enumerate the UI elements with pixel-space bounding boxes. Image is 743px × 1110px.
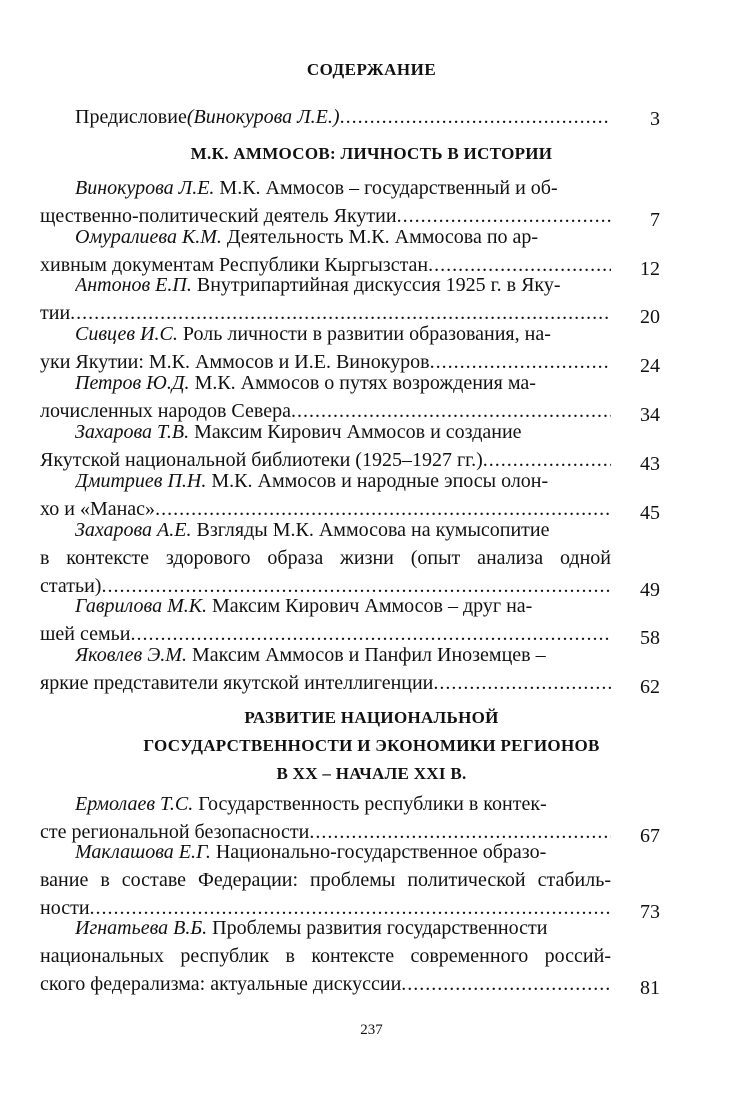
entry-title-line: сте региональной безопасности [40, 821, 310, 843]
entry-title-line1: Внутрипартийная дискуссия 1925 г. в Яку- [191, 274, 561, 296]
entry-title-line1: М.К. Аммосов о путях возрождения ма- [189, 372, 536, 394]
entry-title-line1: М.К. Аммосов – государственный и об- [214, 177, 558, 199]
toc-entry [40, 592, 611, 645]
entry-title-line1: Роль личности в развитии образования, на- [177, 323, 551, 345]
entry-title-line: ности [40, 897, 90, 919]
section-heading-2-line3: В XX – НАЧАЛЕ XXI В. [276, 764, 467, 783]
entry-title-line1: Максим Кирович Аммосов и создание [189, 421, 522, 443]
entry-page: 45 [640, 502, 660, 524]
entry-author: Дмитриев П.Н. [75, 470, 207, 492]
entry-page: 43 [640, 453, 660, 475]
entry-title-line2: вание в составе Федерации: проблемы политической стабиль- [40, 869, 611, 891]
entry-title-line: лочисленных народов Севера [40, 400, 291, 422]
leader-dots [401, 970, 611, 998]
section-heading-2-line1: РАЗВИТИЕ НАЦИОНАЛЬНОЙ [244, 708, 499, 727]
entry-author: Захарова Т.В. [75, 421, 190, 443]
toc-entry [40, 174, 611, 227]
entry-author: Гаврилова М.К. [75, 595, 208, 617]
entry-page: 24 [640, 355, 660, 377]
entry-author: Игнатьева В.Б. [75, 917, 208, 939]
entry-title-line1: Проблемы развития государственности [207, 917, 548, 939]
toc-entry [40, 790, 611, 843]
entry-page: 20 [640, 306, 660, 328]
entry-author: Петров Ю.Д. [75, 372, 190, 394]
preface-author: (Винокурова Л.Е.) [186, 106, 340, 128]
entry-page: 7 [650, 209, 660, 231]
entry-page: 34 [640, 404, 660, 426]
entry-title-line1: Деятельность М.К. Аммосова по ар- [221, 226, 539, 248]
preface-page: 3 [650, 108, 660, 130]
entry-title-line: Якутской национальной библиотеки (1925–1927 гг.) [40, 449, 483, 471]
entry-page: 58 [640, 627, 660, 649]
entry-title-line: уки Якутии: М.К. Аммосов и И.Е. Винокуров [40, 351, 430, 373]
entry-title-line1: Максим Аммосов и Панфил Иноземцев – [186, 644, 546, 666]
entry-title-line2: в контексте здорового образа жизни (опыт анализа одной [40, 547, 611, 569]
preface-label: Предисловие [75, 106, 187, 128]
toc-entry [40, 320, 611, 373]
entry-author: Омуралиева К.М. [75, 226, 222, 248]
toc-title: СОДЕРЖАНИЕ [306, 60, 437, 79]
entry-author: Маклашова Е.Г. [75, 841, 211, 863]
toc-entry [40, 516, 611, 597]
entry-title-line: тии [40, 302, 71, 324]
entry-title-line: шей семьи [40, 623, 131, 645]
section-heading-1: М.К. АММОСОВ: ЛИЧНОСТЬ В ИСТОРИИ [190, 144, 553, 163]
page-number: 237 [360, 1022, 383, 1038]
section-heading-2 [40, 704, 703, 788]
toc-entry [40, 914, 611, 995]
toc-entry [40, 271, 611, 324]
entry-title-line1: Взгляды М.К. Аммосова на кумысопитие [191, 519, 550, 541]
toc-entry [40, 641, 611, 694]
entry-author: Сивцев И.С. [75, 323, 178, 345]
entry-author: Антонов Е.П. [75, 274, 192, 296]
entry-title-line1: М.К. Аммосов и народные эпосы олон- [206, 470, 549, 492]
entry-author: Захарова А.Е. [75, 519, 192, 541]
entry-title-line: щественно-политический деятель Якутии [40, 205, 397, 227]
entry-page: 12 [640, 258, 660, 280]
entry-author: Винокурова Л.Е. [75, 177, 215, 199]
entry-author: Яковлев Э.М. [75, 644, 187, 666]
toc-entry [40, 418, 611, 471]
entry-title-line: ского федерализма: актуальные дискуссии [40, 973, 402, 995]
entry-page: 67 [640, 825, 660, 847]
entry-title-line: статьи) [40, 575, 102, 597]
entry-page: 81 [640, 977, 660, 999]
entry-page: 73 [640, 901, 660, 923]
entry-title-line: хивным документам Республики Кыргызстан [40, 254, 429, 276]
leader-dots [340, 103, 611, 131]
entry-title-line1: Национально-государственное образо- [210, 841, 547, 863]
entry-author: Ермолаев Т.С. [75, 793, 194, 815]
section-heading-2-line2: ГОСУДАРСТВЕННОСТИ И ЭКОНОМИКИ РЕГИОНОВ [143, 736, 600, 755]
entry-page: 62 [640, 676, 660, 698]
toc-entry [40, 838, 611, 919]
toc-entry-preface [75, 103, 611, 131]
entry-page: 49 [640, 579, 660, 601]
entry-title-line1: Максим Кирович Аммосов – друг на- [207, 595, 533, 617]
entry-title-line2: национальных республик в контексте современного россий- [40, 945, 611, 967]
toc-entry [40, 467, 611, 520]
entry-title-line: хо и «Манас» [40, 498, 156, 520]
toc-entry [40, 369, 611, 422]
entry-title-line: яркие представители якутской интеллигенции [40, 672, 434, 694]
entry-title-line1: Государственность республики в контек- [193, 793, 547, 815]
leader-dots [433, 669, 611, 697]
toc-entry [40, 223, 611, 276]
